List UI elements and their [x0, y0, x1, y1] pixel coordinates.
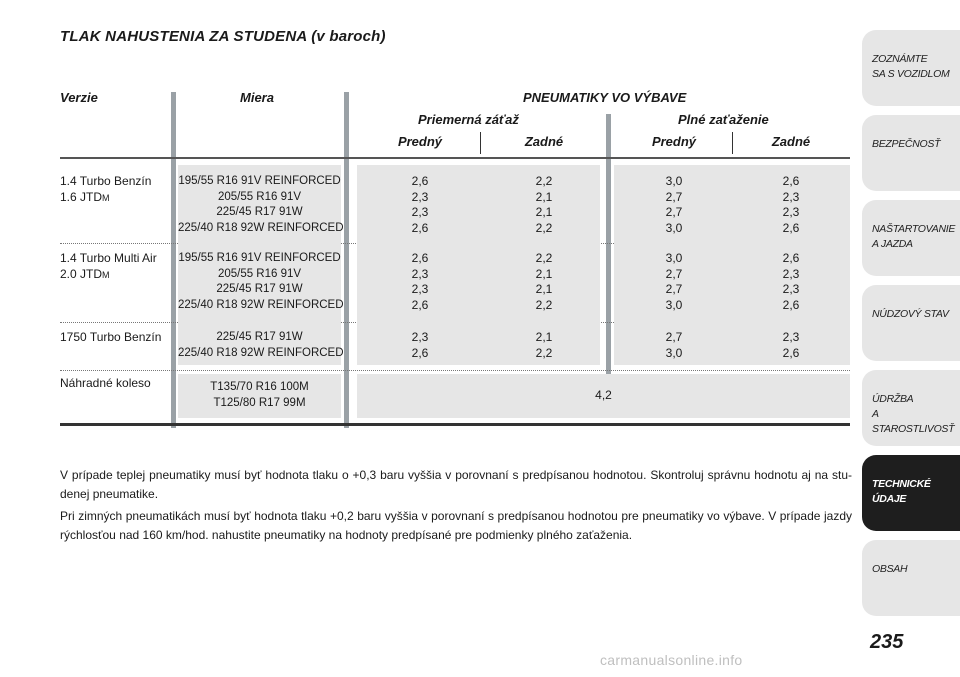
page-title: TLAK NAHUSTENIA ZA STUDENA (v baroch) — [60, 28, 386, 45]
size-cell: 225/45 R17 91W 225/40 R18 92W REINFORCED — [178, 331, 344, 359]
header-predny: Predný — [397, 134, 443, 149]
full-rear-cell: 2,6 2,3 2,3 2,6 — [782, 251, 800, 312]
header-predny: Predný — [651, 134, 697, 149]
subcolumn-divider — [480, 132, 481, 154]
header-priemerna-zataz: Priemerná záťaž — [418, 112, 519, 127]
spare-label: Náhradné koleso — [60, 376, 151, 390]
tab-nudzovy-stav[interactable]: NÚDZOVÝ STAV — [862, 285, 960, 361]
table-bottom-rule — [60, 423, 850, 426]
size-cell: 195/55 R16 91V REINFORCED 205/55 R16 91V 225/45 R17 91W 225/40 R18 92W REINFORCED — [178, 175, 344, 234]
header-pneumatiky: PNEUMATIKY VO VÝBAVE — [523, 90, 687, 105]
full-front-cell: 2,7 3,0 — [665, 330, 683, 360]
tab-nastartovanie[interactable]: NAŠTARTOVANIE A JAZDA — [862, 200, 960, 276]
note-winter-tire: Pri zimných pneumatikách musí byť hodnota tlaku +0,2 baru vyššia v porovnaní s predpísanou hodnotou pre pneumatiky vo výbave. V prípade jazdy rýchlosťou nad 160 km/hod. nahustite pneumatiky na hodnoty predpísané pre podmienky plného zaťaženia. — [60, 509, 852, 542]
avg-rear-cell: 2,1 2,2 — [535, 330, 553, 360]
spare-size-cell: T135/70 R16 100M T125/80 R17 99M — [210, 381, 309, 409]
note-warm-tire: V prípade teplej pneumatiky musí byť hodnota tlaku o +0,3 baru vyššia v porovnaní s predpísanou hodnotou. Skontroluj správnu hodnotu aj na stu-denej pneumatike. — [60, 468, 852, 501]
tab-obsah[interactable]: OBSAH — [862, 540, 960, 616]
header-zadne: Zadné — [524, 134, 564, 149]
avg-front-cell: 2,6 2,3 2,3 2,6 — [411, 251, 429, 312]
spare-pressure-value: 4,2 — [595, 388, 612, 402]
watermark: carmanualsonline.info — [600, 652, 743, 668]
tab-bezpecnost[interactable]: BEZPEČNOSŤ — [862, 115, 960, 191]
full-rear-cell: 2,3 2,6 — [782, 330, 800, 360]
version-cell: 1.4 Turbo Multi Air 2.0 JTDM — [60, 251, 157, 281]
header-verzie: Verzie — [60, 90, 98, 105]
header-zadne: Zadné — [771, 134, 811, 149]
avg-front-cell: 2,6 2,3 2,3 2,6 — [411, 174, 429, 235]
column-divider — [344, 92, 349, 428]
page-number: 235 — [870, 631, 904, 653]
column-divider — [171, 92, 176, 428]
full-rear-cell: 2,6 2,3 2,3 2,6 — [782, 174, 800, 235]
full-front-cell: 3,0 2,7 2,7 3,0 — [665, 251, 683, 312]
tab-technicke-udaje[interactable]: TECHNICKÉ ÚDAJE — [862, 455, 960, 531]
column-divider — [606, 114, 611, 374]
notes — [60, 466, 852, 548]
header-rule — [60, 157, 850, 159]
avg-front-cell: 2,3 2,6 — [411, 330, 429, 360]
header-miera: Miera — [240, 90, 274, 105]
row-separator — [60, 370, 850, 371]
tab-zoznamte[interactable]: ZOZNÁMTE SA S VOZIDLOM — [862, 30, 960, 106]
chapter-tabs — [862, 30, 960, 625]
full-front-cell: 3,0 2,7 2,7 3,0 — [665, 174, 683, 235]
avg-rear-cell: 2,2 2,1 2,1 2,2 — [535, 251, 553, 312]
avg-rear-cell: 2,2 2,1 2,1 2,2 — [535, 174, 553, 235]
header-plne-zatazenie: Plné zaťaženie — [678, 112, 769, 127]
tire-pressure-table — [60, 84, 850, 429]
tab-udrzba[interactable]: ÚDRŽBA A STAROSTLIVOSŤ — [862, 370, 960, 446]
size-cell: 195/55 R16 91V REINFORCED 205/55 R16 91V 225/45 R17 91W 225/40 R18 92W REINFORCED — [178, 252, 344, 311]
version-cell: 1.4 Turbo Benzín 1.6 JTDM — [60, 174, 152, 204]
version-cell: 1750 Turbo Benzín — [60, 330, 162, 344]
